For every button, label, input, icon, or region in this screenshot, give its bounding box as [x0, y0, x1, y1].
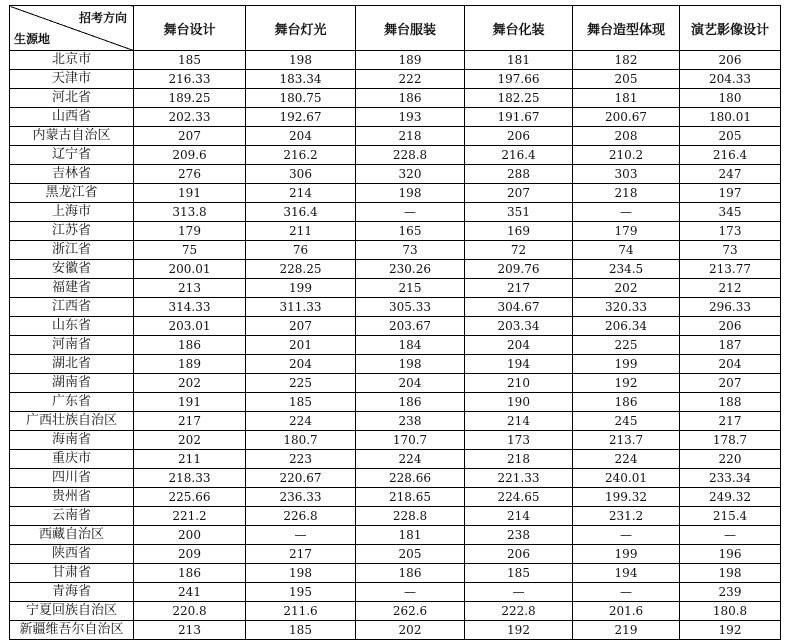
score-cell: 224: [573, 450, 680, 469]
score-table: [9, 5, 781, 640]
score-cell: 221.2: [134, 507, 246, 526]
score-cell: 195: [246, 583, 356, 602]
column-header: 舞台服装: [356, 6, 465, 51]
score-cell: 189: [356, 51, 465, 70]
table-row: [10, 393, 781, 412]
score-cell: 209.76: [465, 260, 573, 279]
score-cell: 182: [573, 51, 680, 70]
score-cell: 226.8: [246, 507, 356, 526]
table-row: [10, 108, 781, 127]
score-cell: —: [680, 526, 781, 545]
score-cell: 180.7: [246, 431, 356, 450]
score-cell: 351: [465, 203, 573, 222]
score-cell: —: [573, 583, 680, 602]
score-cell: 72: [465, 241, 573, 260]
table-row: [10, 146, 781, 165]
column-header: 舞台灯光: [246, 6, 356, 51]
score-cell: 231.2: [573, 507, 680, 526]
score-cell: 206: [680, 51, 781, 70]
score-cell: 207: [246, 317, 356, 336]
score-cell: 189: [134, 355, 246, 374]
province-cell: 青海省: [10, 583, 134, 602]
header-corner-bottom: 生源地: [14, 32, 51, 46]
province-cell: 北京市: [10, 51, 134, 70]
score-cell: 306: [246, 165, 356, 184]
score-cell: 203.67: [356, 317, 465, 336]
score-cell: 73: [356, 241, 465, 260]
score-cell: 206.34: [573, 317, 680, 336]
score-cell: 186: [573, 393, 680, 412]
score-cell: 224.65: [465, 488, 573, 507]
score-cell: 202: [134, 374, 246, 393]
table-row: [10, 165, 781, 184]
score-cell: 247: [680, 165, 781, 184]
score-cell: 199.32: [573, 488, 680, 507]
score-cell: 197: [680, 184, 781, 203]
score-cell: —: [465, 583, 573, 602]
score-cell: 194: [573, 564, 680, 583]
score-cell: 200.67: [573, 108, 680, 127]
province-cell: 黑龙江省: [10, 184, 134, 203]
score-cell: 165: [356, 222, 465, 241]
table-row: [10, 621, 781, 640]
score-cell: 202: [356, 621, 465, 640]
score-cell: 288: [465, 165, 573, 184]
score-cell: 222: [356, 70, 465, 89]
score-cell: —: [356, 203, 465, 222]
score-cell: 198: [356, 184, 465, 203]
score-cell: 210.2: [573, 146, 680, 165]
score-cell: 204: [680, 355, 781, 374]
score-cell: 198: [246, 564, 356, 583]
table-row: [10, 507, 781, 526]
score-cell: 169: [465, 222, 573, 241]
score-cell: 213.77: [680, 260, 781, 279]
score-cell: 213.7: [573, 431, 680, 450]
score-cell: 220.67: [246, 469, 356, 488]
score-cell: 217: [246, 545, 356, 564]
score-cell: 206: [465, 545, 573, 564]
score-cell: 228.25: [246, 260, 356, 279]
score-cell: 218: [465, 450, 573, 469]
score-cell: 211.6: [246, 602, 356, 621]
province-cell: 重庆市: [10, 450, 134, 469]
score-cell: 204: [356, 374, 465, 393]
score-cell: 180.8: [680, 602, 781, 621]
header-corner-cell: [10, 6, 134, 51]
province-cell: 江苏省: [10, 222, 134, 241]
table-row: [10, 127, 781, 146]
province-cell: 福建省: [10, 279, 134, 298]
table-row: [10, 298, 781, 317]
column-header: 舞台造型体现: [573, 6, 680, 51]
score-cell: 198: [680, 564, 781, 583]
table-row: [10, 583, 781, 602]
score-cell: 200: [134, 526, 246, 545]
score-cell: 193: [356, 108, 465, 127]
province-cell: 云南省: [10, 507, 134, 526]
province-cell: 河北省: [10, 89, 134, 108]
table-row: [10, 526, 781, 545]
table-header: [10, 6, 781, 51]
score-cell: 222.8: [465, 602, 573, 621]
score-cell: 191: [134, 393, 246, 412]
score-cell: 208: [573, 127, 680, 146]
score-cell: 218.33: [134, 469, 246, 488]
score-cell: 181: [356, 526, 465, 545]
province-cell: 内蒙古自治区: [10, 127, 134, 146]
score-cell: 216.4: [465, 146, 573, 165]
score-cell: 202: [134, 431, 246, 450]
score-cell: 215: [356, 279, 465, 298]
province-cell: 浙江省: [10, 241, 134, 260]
score-cell: 209: [134, 545, 246, 564]
score-cell: 201: [246, 336, 356, 355]
score-cell: 249.32: [680, 488, 781, 507]
score-cell: 206: [465, 127, 573, 146]
score-cell: 173: [465, 431, 573, 450]
score-cell: 313.8: [134, 203, 246, 222]
score-cell: 217: [465, 279, 573, 298]
province-cell: 山东省: [10, 317, 134, 336]
score-cell: 316.4: [246, 203, 356, 222]
score-cell: 192.67: [246, 108, 356, 127]
score-cell: 218: [573, 184, 680, 203]
province-cell: 陕西省: [10, 545, 134, 564]
score-cell: 194: [465, 355, 573, 374]
score-cell: 305.33: [356, 298, 465, 317]
score-cell: 220.8: [134, 602, 246, 621]
score-cell: 245: [573, 412, 680, 431]
table-row: [10, 488, 781, 507]
score-cell: 186: [134, 336, 246, 355]
score-cell: 217: [680, 412, 781, 431]
score-cell: 320: [356, 165, 465, 184]
table-row: [10, 336, 781, 355]
score-cell: 224: [246, 412, 356, 431]
score-cell: 234.5: [573, 260, 680, 279]
score-cell: 238: [465, 526, 573, 545]
score-cell: 214: [246, 184, 356, 203]
table-row: [10, 279, 781, 298]
score-cell: 187: [680, 336, 781, 355]
score-cell: 205: [680, 127, 781, 146]
score-cell: 311.33: [246, 298, 356, 317]
score-cell: 205: [573, 70, 680, 89]
score-cell: 186: [356, 393, 465, 412]
score-cell: 218: [356, 127, 465, 146]
score-cell: 262.6: [356, 602, 465, 621]
score-cell: 203.01: [134, 317, 246, 336]
score-cell: 198: [246, 51, 356, 70]
table-row: [10, 260, 781, 279]
score-cell: 192: [573, 374, 680, 393]
score-cell: 241: [134, 583, 246, 602]
province-cell: 天津市: [10, 70, 134, 89]
score-cell: 186: [356, 89, 465, 108]
score-cell: 192: [465, 621, 573, 640]
province-cell: 山西省: [10, 108, 134, 127]
score-cell: 179: [134, 222, 246, 241]
province-cell: 安徽省: [10, 260, 134, 279]
score-cell: 173: [680, 222, 781, 241]
table-row: [10, 222, 781, 241]
table-row: [10, 70, 781, 89]
table-row: [10, 450, 781, 469]
score-cell: 181: [465, 51, 573, 70]
score-cell: 204: [246, 355, 356, 374]
score-cell: 217: [134, 412, 246, 431]
score-cell: 216.4: [680, 146, 781, 165]
score-cell: 240.01: [573, 469, 680, 488]
score-cell: 185: [246, 621, 356, 640]
score-cell: 74: [573, 241, 680, 260]
province-cell: 四川省: [10, 469, 134, 488]
province-cell: 广东省: [10, 393, 134, 412]
score-cell: 183.34: [246, 70, 356, 89]
score-cell: 202.33: [134, 108, 246, 127]
score-cell: 185: [246, 393, 356, 412]
score-cell: 75: [134, 241, 246, 260]
province-cell: 新疆维吾尔自治区: [10, 621, 134, 640]
province-cell: 甘肃省: [10, 564, 134, 583]
table-row: [10, 184, 781, 203]
table-row: [10, 355, 781, 374]
score-cell: —: [356, 583, 465, 602]
score-cell: 207: [134, 127, 246, 146]
score-cell: 225.66: [134, 488, 246, 507]
score-cell: 224: [356, 450, 465, 469]
score-cell: 304.67: [465, 298, 573, 317]
score-cell: 180.75: [246, 89, 356, 108]
province-cell: 上海市: [10, 203, 134, 222]
score-cell: 196: [680, 545, 781, 564]
column-header: 舞台设计: [134, 6, 246, 51]
score-cell: 276: [134, 165, 246, 184]
score-cell: 191.67: [465, 108, 573, 127]
score-cell: 181: [573, 89, 680, 108]
score-cell: 220: [680, 450, 781, 469]
score-cell: 201.6: [573, 602, 680, 621]
score-cell: 216.33: [134, 70, 246, 89]
score-cell: 225: [573, 336, 680, 355]
score-cell: 233.34: [680, 469, 781, 488]
score-cell: 236.33: [246, 488, 356, 507]
score-cell: 211: [246, 222, 356, 241]
table-row: [10, 317, 781, 336]
score-cell: 228.8: [356, 146, 465, 165]
province-cell: 广西壮族自治区: [10, 412, 134, 431]
table-row: [10, 602, 781, 621]
score-cell: 219: [573, 621, 680, 640]
score-cell: —: [573, 526, 680, 545]
score-cell: 190: [465, 393, 573, 412]
score-cell: 212: [680, 279, 781, 298]
province-cell: 海南省: [10, 431, 134, 450]
score-cell: 185: [134, 51, 246, 70]
score-cell: 238: [356, 412, 465, 431]
score-cell: 215.4: [680, 507, 781, 526]
score-cell: 199: [246, 279, 356, 298]
score-cell: 210: [465, 374, 573, 393]
table-row: [10, 412, 781, 431]
score-cell: 218.65: [356, 488, 465, 507]
score-cell: 186: [134, 564, 246, 583]
score-cell: 189.25: [134, 89, 246, 108]
score-cell: 228.8: [356, 507, 465, 526]
score-cell: 179: [573, 222, 680, 241]
column-header: 舞台化装: [465, 6, 573, 51]
score-cell: 206: [680, 317, 781, 336]
score-cell: 203.34: [465, 317, 573, 336]
score-cell: 213: [134, 621, 246, 640]
score-cell: 73: [680, 241, 781, 260]
province-cell: 河南省: [10, 336, 134, 355]
province-cell: 宁夏回族自治区: [10, 602, 134, 621]
table-row: [10, 51, 781, 70]
province-cell: 贵州省: [10, 488, 134, 507]
score-cell: 202: [573, 279, 680, 298]
score-cell: 314.33: [134, 298, 246, 317]
table-row: [10, 374, 781, 393]
score-cell: —: [246, 526, 356, 545]
score-cell: 221.33: [465, 469, 573, 488]
score-cell: 345: [680, 203, 781, 222]
table-row: [10, 564, 781, 583]
score-cell: 296.33: [680, 298, 781, 317]
table-row: [10, 89, 781, 108]
score-cell: 211: [134, 450, 246, 469]
score-cell: 191: [134, 184, 246, 203]
table-row: [10, 203, 781, 222]
score-cell: 230.26: [356, 260, 465, 279]
score-cell: 214: [465, 507, 573, 526]
province-cell: 辽宁省: [10, 146, 134, 165]
score-cell: 209.6: [134, 146, 246, 165]
score-cell: 204: [246, 127, 356, 146]
score-cell: 186: [356, 564, 465, 583]
score-cell: 207: [680, 374, 781, 393]
score-cell: 239: [680, 583, 781, 602]
score-cell: —: [573, 203, 680, 222]
table-row: [10, 469, 781, 488]
score-cell: 192: [680, 621, 781, 640]
score-cell: 199: [573, 355, 680, 374]
score-cell: 184: [356, 336, 465, 355]
header-corner-top: 招考方向: [78, 11, 127, 25]
score-cell: 200.01: [134, 260, 246, 279]
score-cell: 199: [573, 545, 680, 564]
score-cell: 204.33: [680, 70, 781, 89]
table-body: [10, 51, 781, 640]
table-row: [10, 241, 781, 260]
score-cell: 198: [356, 355, 465, 374]
score-cell: 180.01: [680, 108, 781, 127]
score-cell: 204: [465, 336, 573, 355]
score-cell: 76: [246, 241, 356, 260]
score-cell: 207: [465, 184, 573, 203]
score-cell: 228.66: [356, 469, 465, 488]
score-cell: 182.25: [465, 89, 573, 108]
score-cell: 178.7: [680, 431, 781, 450]
score-cell: 197.66: [465, 70, 573, 89]
score-cell: 225: [246, 374, 356, 393]
score-cell: 303: [573, 165, 680, 184]
score-cell: 320.33: [573, 298, 680, 317]
province-cell: 湖北省: [10, 355, 134, 374]
table-row: [10, 545, 781, 564]
score-cell: 214: [465, 412, 573, 431]
score-cell: 223: [246, 450, 356, 469]
score-cell: 180: [680, 89, 781, 108]
table-row: [10, 431, 781, 450]
province-cell: 湖南省: [10, 374, 134, 393]
score-cell: 188: [680, 393, 781, 412]
province-cell: 江西省: [10, 298, 134, 317]
province-cell: 西藏自治区: [10, 526, 134, 545]
province-cell: 吉林省: [10, 165, 134, 184]
score-cell: 170.7: [356, 431, 465, 450]
column-header: 演艺影像设计: [680, 6, 781, 51]
score-cell: 213: [134, 279, 246, 298]
score-cell: 185: [465, 564, 573, 583]
score-cell: 216.2: [246, 146, 356, 165]
score-cell: 205: [356, 545, 465, 564]
